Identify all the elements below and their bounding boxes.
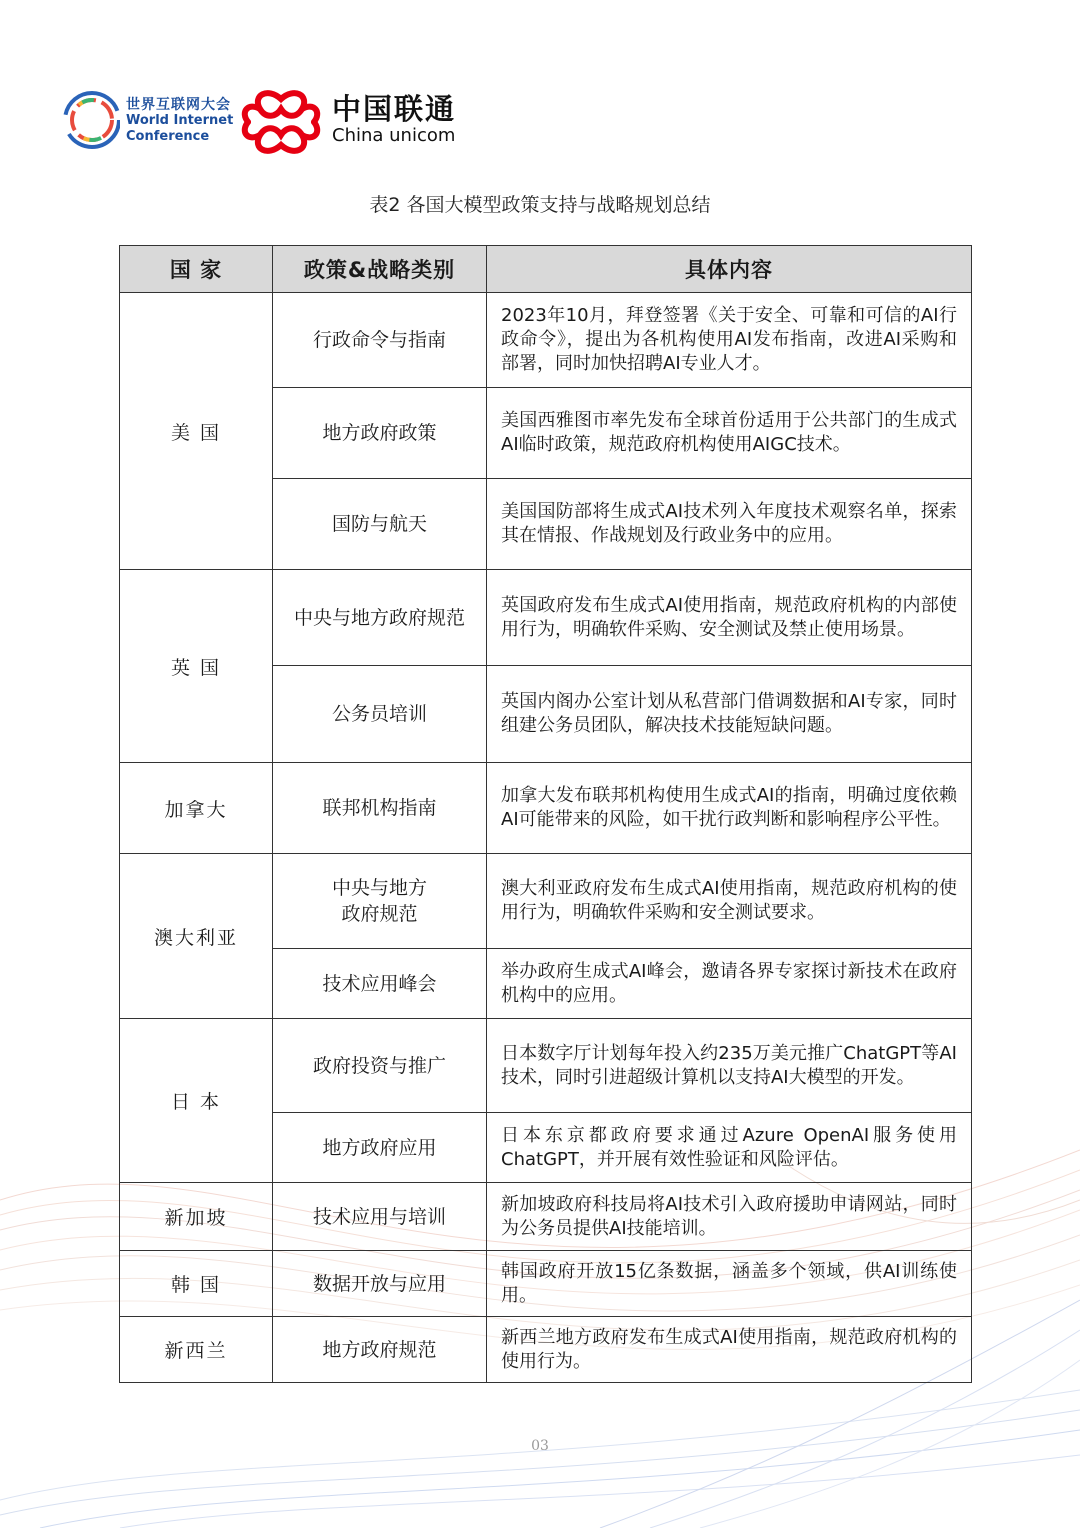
content-cell: 新加坡政府科技局将AI技术引入政府援助申请网站，同时为公务员提供AI技能培训。 — [487, 1183, 972, 1251]
table-row — [120, 1317, 972, 1383]
policy-summary-table — [119, 245, 972, 1383]
page-number: 03 — [531, 1438, 549, 1454]
wic-logo-text — [126, 97, 233, 145]
category-cell: 国防与航天 — [273, 479, 487, 570]
table-row — [120, 763, 972, 854]
china-unicom-logo-text — [332, 93, 456, 147]
category-cell: 行政命令与指南 — [273, 293, 487, 388]
content-cell: 加拿大发布联邦机构使用生成式AI的指南，明确过度依赖AI可能带来的风险，如干扰行政判断和影响程序公平性。 — [487, 763, 972, 854]
content-cell: 2023年10月，拜登签署《关于安全、可靠和可信的AI行政命令》，提出为各机构使用AI发布指南，改进AI采购和部署，同时加快招聘AI专业人才。 — [487, 293, 972, 388]
category-line: 政府规范 — [341, 903, 418, 925]
category-cell: 技术应用与培训 — [273, 1183, 487, 1251]
category-line: 中央与地方 — [331, 877, 427, 899]
category-cell: 地方政府规范 — [273, 1317, 487, 1383]
content-cell: 英国政府发布生成式AI使用指南，规范政府机构的内部使用行为，明确软件采购、安全测试及禁止使用场景。 — [487, 570, 972, 666]
category-cell: 中央与地方政府规范 — [273, 570, 487, 666]
table-row — [120, 1251, 972, 1317]
content-cell: 日本东京都政府要求通过Azure OpenAI服务使用ChatGPT，并开展有效性验证和风险评估。 — [487, 1113, 972, 1183]
china-unicom-chinese-name: 中国联通 — [332, 92, 457, 126]
china-unicom-knot-logo — [238, 87, 324, 157]
country-cell: 新加坡 — [120, 1183, 273, 1251]
category-cell — [273, 854, 487, 949]
country-cell: 英 国 — [120, 570, 273, 763]
category-cell: 数据开放与应用 — [273, 1251, 487, 1317]
category-cell: 地方政府应用 — [273, 1113, 487, 1183]
country-cell: 新西兰 — [120, 1317, 273, 1383]
header-country: 国 家 — [120, 246, 273, 293]
content-cell: 举办政府生成式AI峰会，邀请各界专家探讨新技术在政府机构中的应用。 — [487, 949, 972, 1019]
wic-english-name-line1: World Internet — [126, 113, 234, 128]
table-row — [120, 293, 972, 388]
wic-english-name-line2: Conference — [126, 129, 210, 144]
country-cell: 加拿大 — [120, 763, 273, 854]
category-cell: 技术应用峰会 — [273, 949, 487, 1019]
content-cell: 日本数字厅计划每年投入约235万美元推广ChatGPT等AI技术，同时引进超级计算机以支持AI大模型的开发。 — [487, 1019, 972, 1113]
content-cell: 英国内阁办公室计划从私营部门借调数据和AI专家，同时组建公务员团队，解决技术技能短缺问题。 — [487, 666, 972, 763]
category-cell: 地方政府政策 — [273, 388, 487, 479]
table-caption: 表2 各国大模型政策支持与战略规划总结 — [369, 194, 711, 216]
category-cell: 公务员培训 — [273, 666, 487, 763]
content-cell: 澳大利亚政府发布生成式AI使用指南，规范政府机构的使用行为，明确软件采购和安全测试要求。 — [487, 854, 972, 949]
country-cell: 韩 国 — [120, 1251, 273, 1317]
category-cell: 政府投资与推广 — [273, 1019, 487, 1113]
header-category: 政策&战略类别 — [273, 246, 487, 293]
country-cell: 美 国 — [120, 293, 273, 570]
content-cell: 韩国政府开放15亿条数据，涵盖多个领域，供AI训练使用。 — [487, 1251, 972, 1317]
content-cell: 新西兰地方政府发布生成式AI使用指南，规范政府机构的使用行为。 — [487, 1317, 972, 1383]
wic-chinese-name: 世界互联网大会 — [126, 97, 231, 113]
world-internet-conference-logo — [60, 85, 120, 155]
table-row — [120, 1183, 972, 1251]
china-unicom-english-name: China unicom — [332, 125, 456, 146]
table-row — [120, 1019, 972, 1113]
content-cell: 美国国防部将生成式AI技术列入年度技术观察名单，探索其在情报、作战规划及行政业务中的应用。 — [487, 479, 972, 570]
table-row — [120, 854, 972, 949]
table-header-row — [120, 246, 972, 293]
category-cell: 联邦机构指南 — [273, 763, 487, 854]
table-row — [120, 570, 972, 666]
header-logos — [60, 85, 480, 160]
content-cell: 美国西雅图市率先发布全球首份适用于公共部门的生成式AI临时政策，规范政府机构使用AIGC技术。 — [487, 388, 972, 479]
country-cell: 日 本 — [120, 1019, 273, 1183]
country-cell: 澳大利亚 — [120, 854, 273, 1019]
header-content: 具体内容 — [487, 246, 972, 293]
